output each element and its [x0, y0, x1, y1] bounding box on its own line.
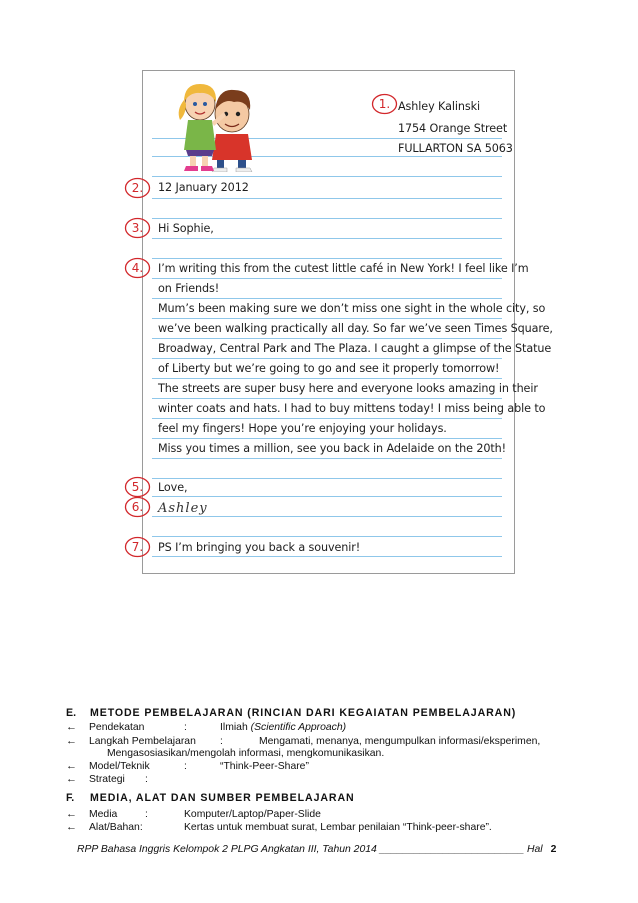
item-separator: : — [145, 774, 148, 785]
letter-body-line: Broadway, Central Park and The Plaza. I caught a glimpse of the Statue — [158, 342, 552, 355]
ruled-line — [152, 198, 502, 199]
ruled-line — [152, 556, 502, 557]
item-value: Ilmiah (Scientific Approach) — [220, 722, 347, 733]
ruled-line — [152, 458, 502, 459]
sender-name: Ashley Kalinski — [398, 100, 480, 113]
step-number-3 — [124, 217, 151, 239]
item-value: Komputer/Laptop/Paper-Slide — [184, 809, 321, 820]
page-number: 2 — [550, 844, 557, 855]
sender-street: 1754 Orange Street — [398, 122, 508, 135]
step-number-4 — [124, 257, 151, 279]
item-label: Media — [89, 809, 118, 820]
ruled-line — [152, 358, 502, 359]
children-cartoon-illustration — [172, 74, 267, 172]
arrow-bullet-icon: ← — [66, 721, 77, 733]
item-value: “Think-Peer-Share” — [220, 761, 309, 772]
section-f-letter: F. — [66, 792, 75, 804]
letter-body-line: Mum’s been making sure we don’t miss one sight in the whole city, so — [158, 302, 546, 315]
letter-body-line: Miss you times a million, see you back in Adelaide on the 20th! — [158, 442, 507, 455]
letter-body-line: The streets are super busy here and everyone looks amazing in their — [158, 382, 538, 395]
item-label: Model/Teknik — [89, 761, 150, 772]
item-separator: : — [184, 761, 187, 772]
ruled-line — [152, 298, 502, 299]
ruled-line — [152, 278, 502, 279]
item-value: Mengamati, menanya, mengumpulkan informasi/eksperimen, — [259, 736, 541, 747]
ruled-line — [152, 398, 502, 399]
arrow-bullet-icon: ← — [66, 808, 77, 820]
ruled-line — [152, 258, 502, 259]
ruled-line — [152, 176, 502, 177]
item-separator: : — [145, 809, 148, 820]
step-number-1 — [371, 93, 398, 115]
step-number-2 — [124, 177, 151, 199]
item-label: Strategi — [89, 774, 125, 785]
letter-signature: Ashley — [158, 501, 208, 516]
ruled-line — [152, 516, 502, 517]
section-f-heading — [66, 792, 355, 804]
letter-body-line: feel my fingers! Hope you’re enjoying your holidays. — [158, 422, 447, 435]
letter-body-line: we’ve been walking practically all day. So far we’ve seen Times Square, — [158, 322, 553, 335]
svg-text:6.: 6. — [131, 500, 144, 514]
section-f-title: MEDIA, ALAT DAN SUMBER PEMBELAJARAN — [90, 792, 355, 804]
letter-closing: Love, — [158, 481, 188, 494]
step-number-7 — [124, 536, 151, 558]
svg-text:3.: 3. — [131, 221, 144, 235]
section-e-heading — [66, 707, 516, 719]
step-number-5 — [124, 476, 151, 498]
ruled-line — [152, 496, 502, 497]
step-number-6 — [124, 496, 151, 518]
svg-text:2.: 2. — [131, 181, 144, 195]
page-footer — [77, 844, 556, 855]
arrow-bullet-icon: ← — [66, 821, 77, 833]
arrow-bullet-icon: ← — [66, 773, 77, 785]
item-separator: : — [184, 722, 187, 733]
footer-text: RPP Bahasa Inggris Kelompok 2 PLPG Angkatan III, Tahun 2014 _________________________ Hal — [77, 844, 543, 855]
section-e-title: METODE PEMBELAJARAN (RINCIAN DARI KEGAIATAN PEMBELAJARAN) — [90, 707, 517, 719]
svg-text:1.: 1. — [378, 97, 391, 111]
ruled-line — [152, 318, 502, 319]
item-label: Alat/Bahan: — [89, 822, 143, 833]
item-separator: : — [220, 736, 223, 747]
item-value-continuation: Mengasosiasikan/mengolah informasi, mengkomunikasikan. — [107, 748, 385, 759]
letter-body-line: of Liberty but we’re going to go and see it properly tomorrow! — [158, 362, 500, 375]
item-label: Langkah Pembelajaran — [89, 736, 196, 747]
letter-greeting: Hi Sophie, — [158, 222, 214, 235]
ruled-line — [152, 418, 502, 419]
section-e-letter: E. — [66, 707, 77, 719]
letter-body-line: winter coats and hats. I had to buy mittens today! I miss being able to — [158, 402, 546, 415]
sender-city: FULLARTON SA 5063 — [398, 142, 513, 155]
ruled-line — [152, 338, 502, 339]
ruled-line — [152, 238, 502, 239]
arrow-bullet-icon: ← — [66, 760, 77, 772]
item-value: Kertas untuk membuat surat, Lembar penilaian “Think-peer-share”. — [184, 822, 492, 833]
item-label: Pendekatan — [89, 722, 145, 733]
ruled-line — [152, 438, 502, 439]
ruled-line — [152, 536, 502, 537]
letter-body-line: on Friends! — [158, 282, 220, 295]
svg-text:4.: 4. — [131, 261, 144, 275]
svg-text:7.: 7. — [131, 540, 144, 554]
letter-date: 12 January 2012 — [158, 181, 249, 194]
svg-text:5.: 5. — [131, 480, 144, 494]
arrow-bullet-icon: ← — [66, 735, 77, 747]
ruled-line — [152, 218, 502, 219]
ruled-line — [152, 378, 502, 379]
letter-body-line: I’m writing this from the cutest little café in New York! I feel like I’m — [158, 262, 529, 275]
letter-postscript: PS I’m bringing you back a souvenir! — [158, 541, 361, 554]
ruled-line — [152, 478, 502, 479]
